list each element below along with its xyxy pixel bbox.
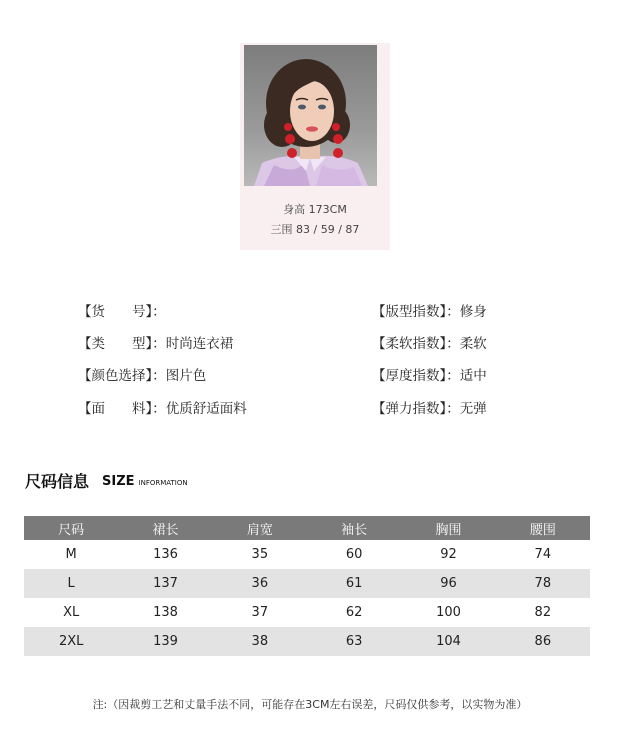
table-cell: 82 bbox=[534, 605, 552, 620]
attr-fit bbox=[372, 300, 487, 320]
table-cell: 35 bbox=[251, 547, 269, 562]
size-section-title-en bbox=[102, 474, 188, 489]
attr-key: 【厚度指数】： bbox=[372, 368, 460, 384]
attr-item-number bbox=[78, 300, 166, 320]
table-cell: 63 bbox=[307, 627, 401, 656]
table-cell: 74 bbox=[534, 547, 552, 562]
attr-key: 【类 型】： bbox=[78, 336, 166, 352]
size-note: 注:（因裁剪工艺和丈量手法不同，可能存在3CM左右误差，尺码仅供参考，以实物为准） bbox=[92, 698, 528, 711]
header-cell: 尺码 bbox=[24, 516, 118, 540]
table-row bbox=[24, 540, 590, 569]
attr-key: 【货 号】： bbox=[78, 304, 166, 320]
table-cell: 38 bbox=[213, 627, 307, 656]
attr-value: 修身 bbox=[459, 304, 487, 320]
header-cell: 袖长 bbox=[307, 516, 401, 540]
table-cell: 62 bbox=[345, 605, 363, 620]
size-en-label: SIZE bbox=[102, 474, 135, 489]
table-cell: 100 bbox=[436, 605, 461, 620]
table-cell: 96 bbox=[401, 569, 495, 598]
attr-value: 时尚连衣裙 bbox=[165, 336, 234, 352]
attr-softness bbox=[372, 332, 487, 352]
attr-elasticity bbox=[372, 397, 487, 417]
attr-value: 适中 bbox=[459, 368, 487, 384]
table-cell: 86 bbox=[496, 627, 590, 656]
table-cell: 138 bbox=[153, 605, 178, 620]
attr-value: 柔软 bbox=[459, 336, 487, 352]
attr-color bbox=[78, 364, 206, 384]
table-cell: 36 bbox=[213, 569, 307, 598]
header-cell: 腰围 bbox=[496, 516, 590, 540]
attr-key: 【面 料】： bbox=[78, 401, 166, 417]
attr-thickness bbox=[372, 364, 487, 384]
model-card bbox=[240, 43, 390, 250]
table-cell: M bbox=[65, 547, 77, 562]
attr-type bbox=[78, 332, 233, 352]
attr-value: 优质舒适面料 bbox=[165, 401, 247, 417]
attr-fabric bbox=[78, 397, 247, 417]
table-cell: L bbox=[24, 569, 118, 598]
table-row bbox=[24, 569, 590, 598]
table-cell: 139 bbox=[118, 627, 212, 656]
table-cell: 137 bbox=[118, 569, 212, 598]
attr-key: 【柔软指数】： bbox=[372, 336, 460, 352]
size-table bbox=[24, 516, 590, 656]
attr-key: 【颜色选择】： bbox=[78, 368, 166, 384]
table-cell: XL bbox=[63, 605, 80, 620]
table-cell: 2XL bbox=[24, 627, 118, 656]
size-table-header bbox=[24, 516, 590, 540]
table-row bbox=[24, 598, 590, 627]
attr-value: 图片色 bbox=[165, 368, 207, 384]
table-cell: 92 bbox=[440, 547, 457, 562]
table-cell: 136 bbox=[153, 547, 178, 562]
attr-value: 无弹 bbox=[459, 401, 487, 417]
header-cell: 胸围 bbox=[401, 516, 495, 540]
attr-key: 【版型指数】： bbox=[372, 304, 460, 320]
table-cell: 104 bbox=[401, 627, 495, 656]
size-en-sub: INFORMATION bbox=[138, 479, 188, 487]
model-measurements: 三围 83 / 59 / 87 bbox=[270, 223, 360, 236]
table-row bbox=[24, 627, 590, 656]
attr-key: 【弹力指数】： bbox=[372, 401, 460, 417]
table-cell: 61 bbox=[307, 569, 401, 598]
table-cell: 78 bbox=[496, 569, 590, 598]
size-section-title: 尺码信息 bbox=[25, 472, 90, 491]
table-cell: 37 bbox=[251, 605, 269, 620]
header-cell: 肩宽 bbox=[213, 516, 307, 540]
header-cell: 裙长 bbox=[118, 516, 212, 540]
model-photo bbox=[244, 45, 377, 186]
table-cell: 60 bbox=[345, 547, 363, 562]
model-height: 身高 173CM bbox=[283, 203, 347, 216]
